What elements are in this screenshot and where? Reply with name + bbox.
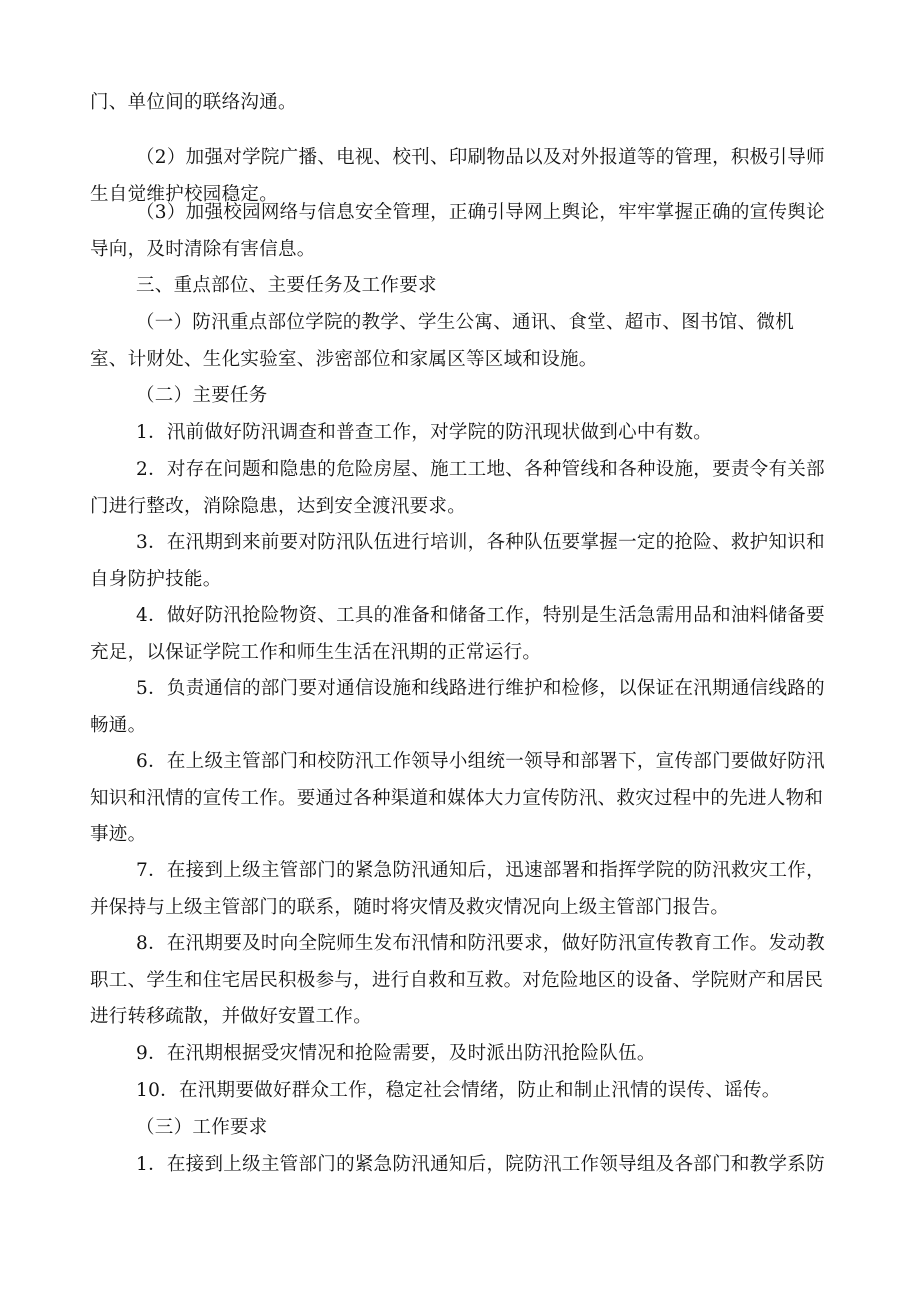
requirement-item-1: 1．在接到上级主管部门的紧急防汛通知后，院防汛工作领导组及各部门和教学系防 <box>136 1154 825 1175</box>
task-item-8: 8．在汛期要及时向全院师生发布汛情和防汛要求，做好防汛宣传教育工作。发动教职工、学生和住宅居民积极参与，进行自救和互救。对危险地区的设备、学院财产和居民进行转移疏散，并做好安置工作。 <box>90 933 825 1027</box>
paragraph-item-2: （2）加强对学院广播、电视、校刊、印刷物品以及对外报道等的管理，积极引导师生自觉维护校园稳定。 <box>90 147 825 205</box>
task-item-9: 9．在汛期根据受灾情况和抢险需要，及时派出防汛抢险队伍。 <box>136 1043 656 1064</box>
section-heading-three: 三、重点部位、主要任务及工作要求 <box>136 275 437 296</box>
paragraph-item-3: （3）加强校园网络与信息安全管理，正确引导网上舆论，牢牢掌握正确的宣传舆论导向，及时清除有害信息。 <box>90 202 825 260</box>
task-item-7: 7．在接到上级主管部门的紧急防汛通知后，迅速部署和指挥学院的防汛救灾工作，并保持与上级主管部门的联系，随时将灾情及救灾情况向上级主管部门报告。 <box>90 860 825 918</box>
paragraph-continuation: 门、单位间的联络沟通。 <box>90 92 297 113</box>
task-item-4: 4．做好防汛抢险物资、工具的准备和储备工作，特别是生活急需用品和油料储备要充足，以保证学院工作和师生生活在汛期的正常运行。 <box>90 605 825 663</box>
task-item-5: 5．负责通信的部门要对通信设施和线路进行维护和检修，以保证在汛期通信线路的畅通。 <box>90 678 825 736</box>
task-item-6: 6．在上级主管部门和校防汛工作领导小组统一领导和部署下，宣传部门要做好防汛知识和汛情的宣传工作。要通过各种渠道和媒体大力宣传防汛、救灾过程中的先进人物和事迹。 <box>90 751 825 845</box>
task-item-3: 3．在汛期到来前要对防汛队伍进行培训，各种队伍要掌握一定的抢险、救护知识和自身防护技能。 <box>90 532 825 590</box>
task-item-10: 10．在汛期要做好群众工作，稳定社会情绪，防止和制止汛情的误传、谣传。 <box>136 1080 781 1101</box>
paragraph-key-locations: （一）防汛重点部位学院的教学、学生公寓、通讯、食堂、超市、图书馆、微机室、计财处、生化实验室、涉密部位和家属区等区域和设施。 <box>90 312 795 370</box>
subheading-main-tasks: （二）主要任务 <box>136 385 268 406</box>
task-item-2: 2．对存在问题和隐患的危险房屋、施工工地、各种管线和各种设施，要责令有关部门进行整改，消除隐患，达到安全渡汛要求。 <box>90 459 825 517</box>
subheading-work-requirements: （三）工作要求 <box>136 1117 268 1138</box>
task-item-1: 1．汛前做好防汛调查和普查工作，对学院的防汛现状做到心中有数。 <box>136 422 713 443</box>
